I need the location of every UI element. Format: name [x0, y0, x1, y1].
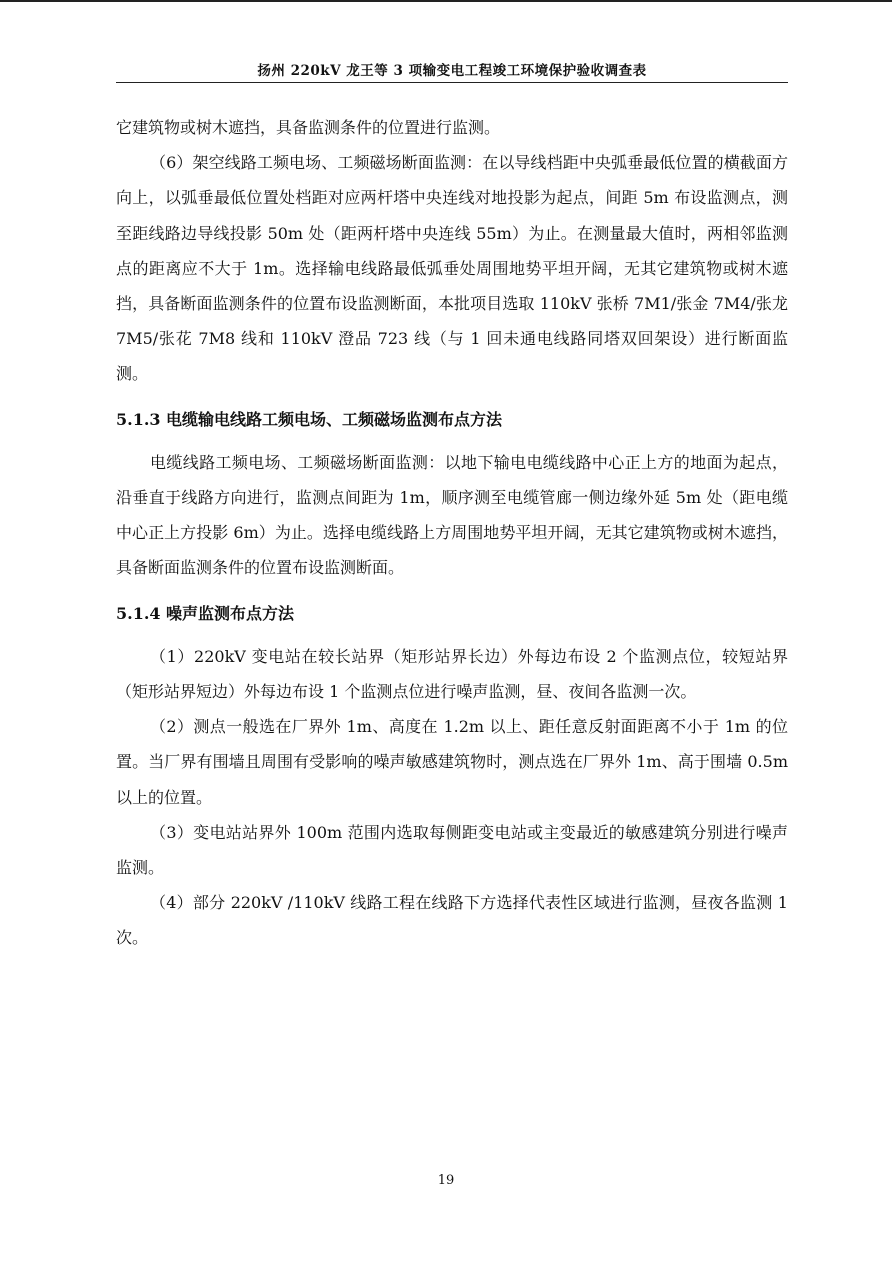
- header-divider: [116, 82, 788, 83]
- paragraph-noise-item-4: （4）部分 220kV /110kV 线路工程在线路下方选择代表性区域进行监测，昼夜各监测 1 次。: [116, 893, 788, 948]
- section-heading-5-1-4: [116, 596, 788, 631]
- paragraph-noise-item-2: （2）测点一般选在厂界外 1m、高度在 1.2m 以上、距任意反射面距离不小于 1m 的位置。当厂界有围墙且周围有受影响的噪声敏感建筑物时，测点选在厂界外 1m、高于围墙 0.5m 以上的位置。: [116, 717, 788, 807]
- paragraph-continuation: 它建筑物或树木遮挡，具备监测条件的位置进行监测。: [116, 118, 501, 137]
- document-body: [116, 110, 788, 956]
- page-top-border: [0, 0, 892, 2]
- section-number: 5.1.3: [116, 409, 161, 429]
- section-number: 5.1.4: [116, 603, 161, 623]
- paragraph-overhead-line-monitoring: （6）架空线路工频电场、工频磁场断面监测：在以导线档距中央弧垂最低位置的横截面方向上，以弧垂最低位置处档距对应两杆塔中央连线对地投影为起点，间距 5m 布设监测点，测至距线路边导线投影 50m 处（距两杆塔中央连线 55m）为止。在测量最大值时，两相邻监测点的距离应不大于 1m。选择输电线路最低弧垂处周围地势平坦开阔，无其它建筑物或树木遮挡，具备断面监测条件的位置布设监测断面，本批项目选取 110kV 张桥 7M1/张金 7M4/张龙 7M5/张花 7M8 线和 110kV 澄品 723 线（与 1 回未通电线路同塔双回架设）进行断面监测。: [116, 153, 788, 384]
- paragraph-noise-item-3: （3）变电站站界外 100m 范围内选取每侧距变电站或主变最近的敏感建筑分别进行噪声监测。: [116, 822, 788, 878]
- section-title: 噪声监测布点方法: [166, 603, 295, 623]
- paragraph-cable-line-monitoring: 电缆线路工频电场、工频磁场断面监测：以地下输电电缆线路中心正上方的地面为起点，沿垂直于线路方向进行，监测点间距为 1m，顺序测至电缆管廊一侧边缘外延 5m 处（距电缆中心正上方投影 6m）为止。选择电缆线路上方周围地势平坦开阔，无其它建筑物或树木遮挡，具备断面监测条件的位置布设监测断面。: [116, 452, 788, 578]
- page-number: 19: [437, 1173, 455, 1188]
- running-header: 扬州 220kV 龙王等 3 项输变电工程竣工环境保护验收调查表: [257, 63, 647, 79]
- section-heading-5-1-3: [116, 402, 788, 437]
- paragraph-noise-item-1: （1）220kV 变电站在较长站界（矩形站界长边）外每边布设 2 个监测点位，较短站界（矩形站界短边）外每边布设 1 个监测点位进行噪声监测，昼、夜间各监测一次。: [116, 646, 788, 702]
- section-title: 电缆输电线路工频电场、工频磁场监测布点方法: [166, 409, 503, 429]
